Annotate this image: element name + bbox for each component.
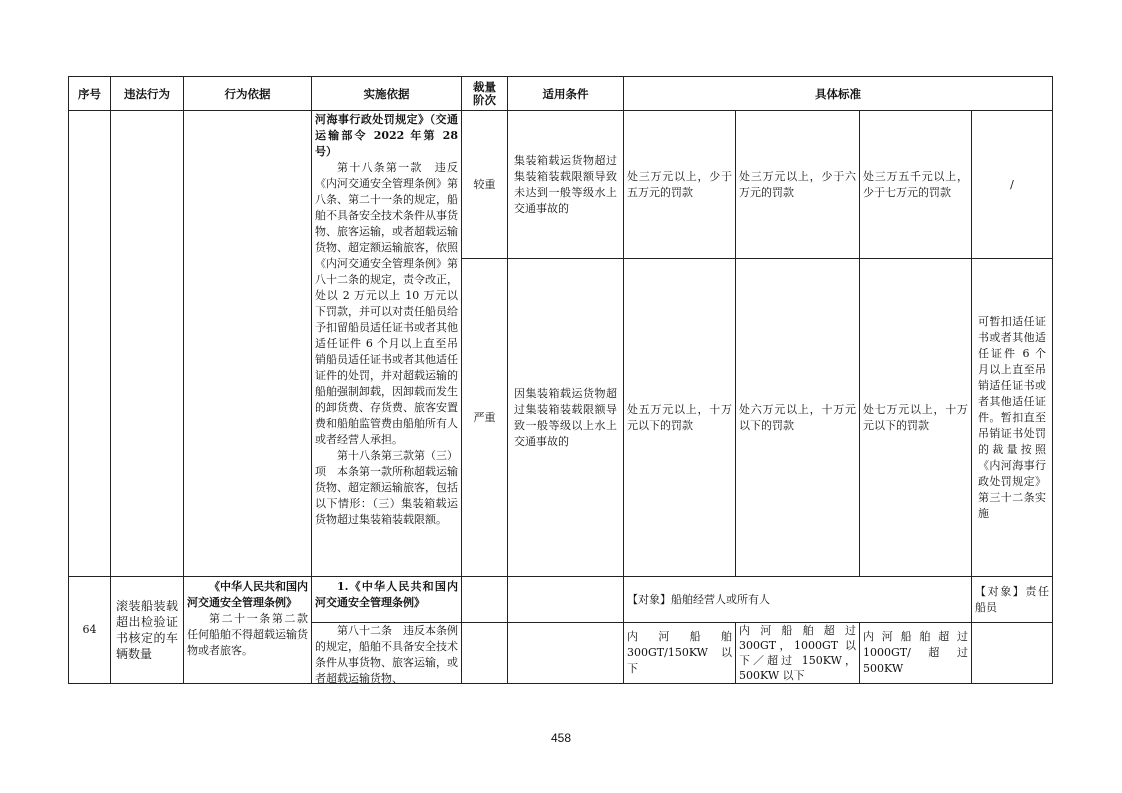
row63-impl-para1: 第十八条第一款 违反《内河交通安全管理条例》第八条、第二十一条的规定，船舶不具备安全技术条件从事货物、旅客运输，或者超载运输货物、超定额运输旅客，依照《内河交通安全管理条例》第八十二条的规定，责令改正，处以 2 万元以上 10 万元以下罚款，并可以对责任船员给予扣留船员适任证书或者其他适任证件 6 个月以上直至吊销船员适任证书或者其他适任证件的处罚，并对超载运输的船舶强制卸载，因卸载而发生的卸货费、存货费、旅客安置费和船舶监管费由船舶所有人或者经营人承担。 (315, 161, 458, 446)
row64-condition-cell (508, 577, 624, 623)
row63a-condition: 集装箱载运货物超过集装箱装载限额导致未达到一般等级水上交通事故的 (508, 111, 624, 259)
row63-violation-cell (111, 111, 184, 577)
row64-object-main: 【对象】船舶经营人或所有人 (624, 577, 972, 623)
header-basis: 行为依据 (184, 77, 312, 111)
row64-basis-title: 《中华人民共和国内河交通安全管理条例》 (187, 580, 308, 609)
row64-crew-cell-b (972, 623, 1053, 684)
row64-impl-title: 1.《中华人民共和国内河交通安全管理条例》 (315, 580, 458, 609)
header-violation: 违法行为 (111, 77, 184, 111)
penalty-standards-table (68, 76, 1053, 684)
row64-basis-text: 第二十一条第二款 任何船舶不得超载运输货物或者旅客。 (187, 612, 319, 657)
header-seq: 序号 (69, 77, 111, 111)
row63-seq-cell (69, 111, 111, 577)
row64-category-1: 内河船舶 300GT/150KW 以下 (624, 623, 736, 684)
header-condition: 适用条件 (508, 77, 624, 111)
row64-level-cell-b (462, 623, 508, 684)
header-row (69, 77, 1053, 111)
row63b-standard-3: 处七万元以上，十万元以下的罚款 (860, 259, 972, 577)
row63-basis-cell (184, 111, 312, 577)
row64-impl-text: 第八十二条 违反本条例的规定，船舶不具备安全技术条件从事货物、旅客运输，或者超载运输货物、 (315, 624, 458, 685)
row63a-level: 较重 (462, 111, 508, 259)
table-row (69, 111, 1053, 259)
header-implementation: 实施依据 (312, 77, 462, 111)
row63b-level: 严重 (462, 259, 508, 577)
row64-violation: 滚装船装载超出检验证书核定的车辆数量 (111, 577, 184, 684)
row64-object-crew: 【对象】责任船员 (972, 577, 1053, 623)
row63-impl-title: 河海事行政处罚规定》（交通运输部令 2022 年第 28 号） (315, 113, 458, 158)
header-level: 裁量 阶次 (462, 77, 508, 111)
row63b-standard-4: 可暂扣适任证书或者其他适任证件 6 个月以上直至吊销适任证书或者其他适任证件。暂扣直至吊销证书处罚的裁量按照《内河海事行政处罚规定》第三十二条实施 (972, 259, 1053, 577)
row64-category-2: 内河船舶超过 300GT，1000GT 以下／超过 150KW，500KW 以下 (736, 623, 860, 684)
row64-impl-cell (312, 577, 462, 623)
row64-condition-cell-b (508, 623, 624, 684)
row63-implementation-cell (312, 111, 462, 577)
row63a-standard-2: 处三万元以上，少于六万元的罚款 (736, 111, 860, 259)
row64-basis-cell (184, 577, 319, 684)
row63a-standard-1: 处三万元以上，少于五万元的罚款 (624, 111, 736, 259)
row63b-standard-2: 处六万元以上，十万元以下的罚款 (736, 259, 860, 577)
table-row (69, 577, 1053, 623)
page-number: 458 (550, 731, 572, 745)
row63b-standard-1: 处五万元以上，十万元以下的罚款 (624, 259, 736, 577)
row64-level-cell (462, 577, 508, 623)
row63a-standard-3: 处三万五千元以上，少于七万元的罚款 (860, 111, 972, 259)
row64-seq: 64 (69, 577, 111, 684)
row63-impl-para2: 第十八条第三款第（三）项 本条第一款所称超载运输货物、超定额运输旅客，包括以下情形：（三）集装箱载运货物超过集装箱装载限额。 (315, 449, 458, 526)
row63b-condition: 因集装箱载运货物超过集装箱装载限额导致一般等级以上水上交通事故的 (508, 259, 624, 577)
row63a-standard-4: / (972, 111, 1053, 259)
header-standard: 具体标准 (624, 77, 1053, 111)
row64-category-3: 内河船舶超过 1000GT/超过 500KW (860, 623, 972, 684)
row64-impl-text-cell (312, 623, 462, 684)
